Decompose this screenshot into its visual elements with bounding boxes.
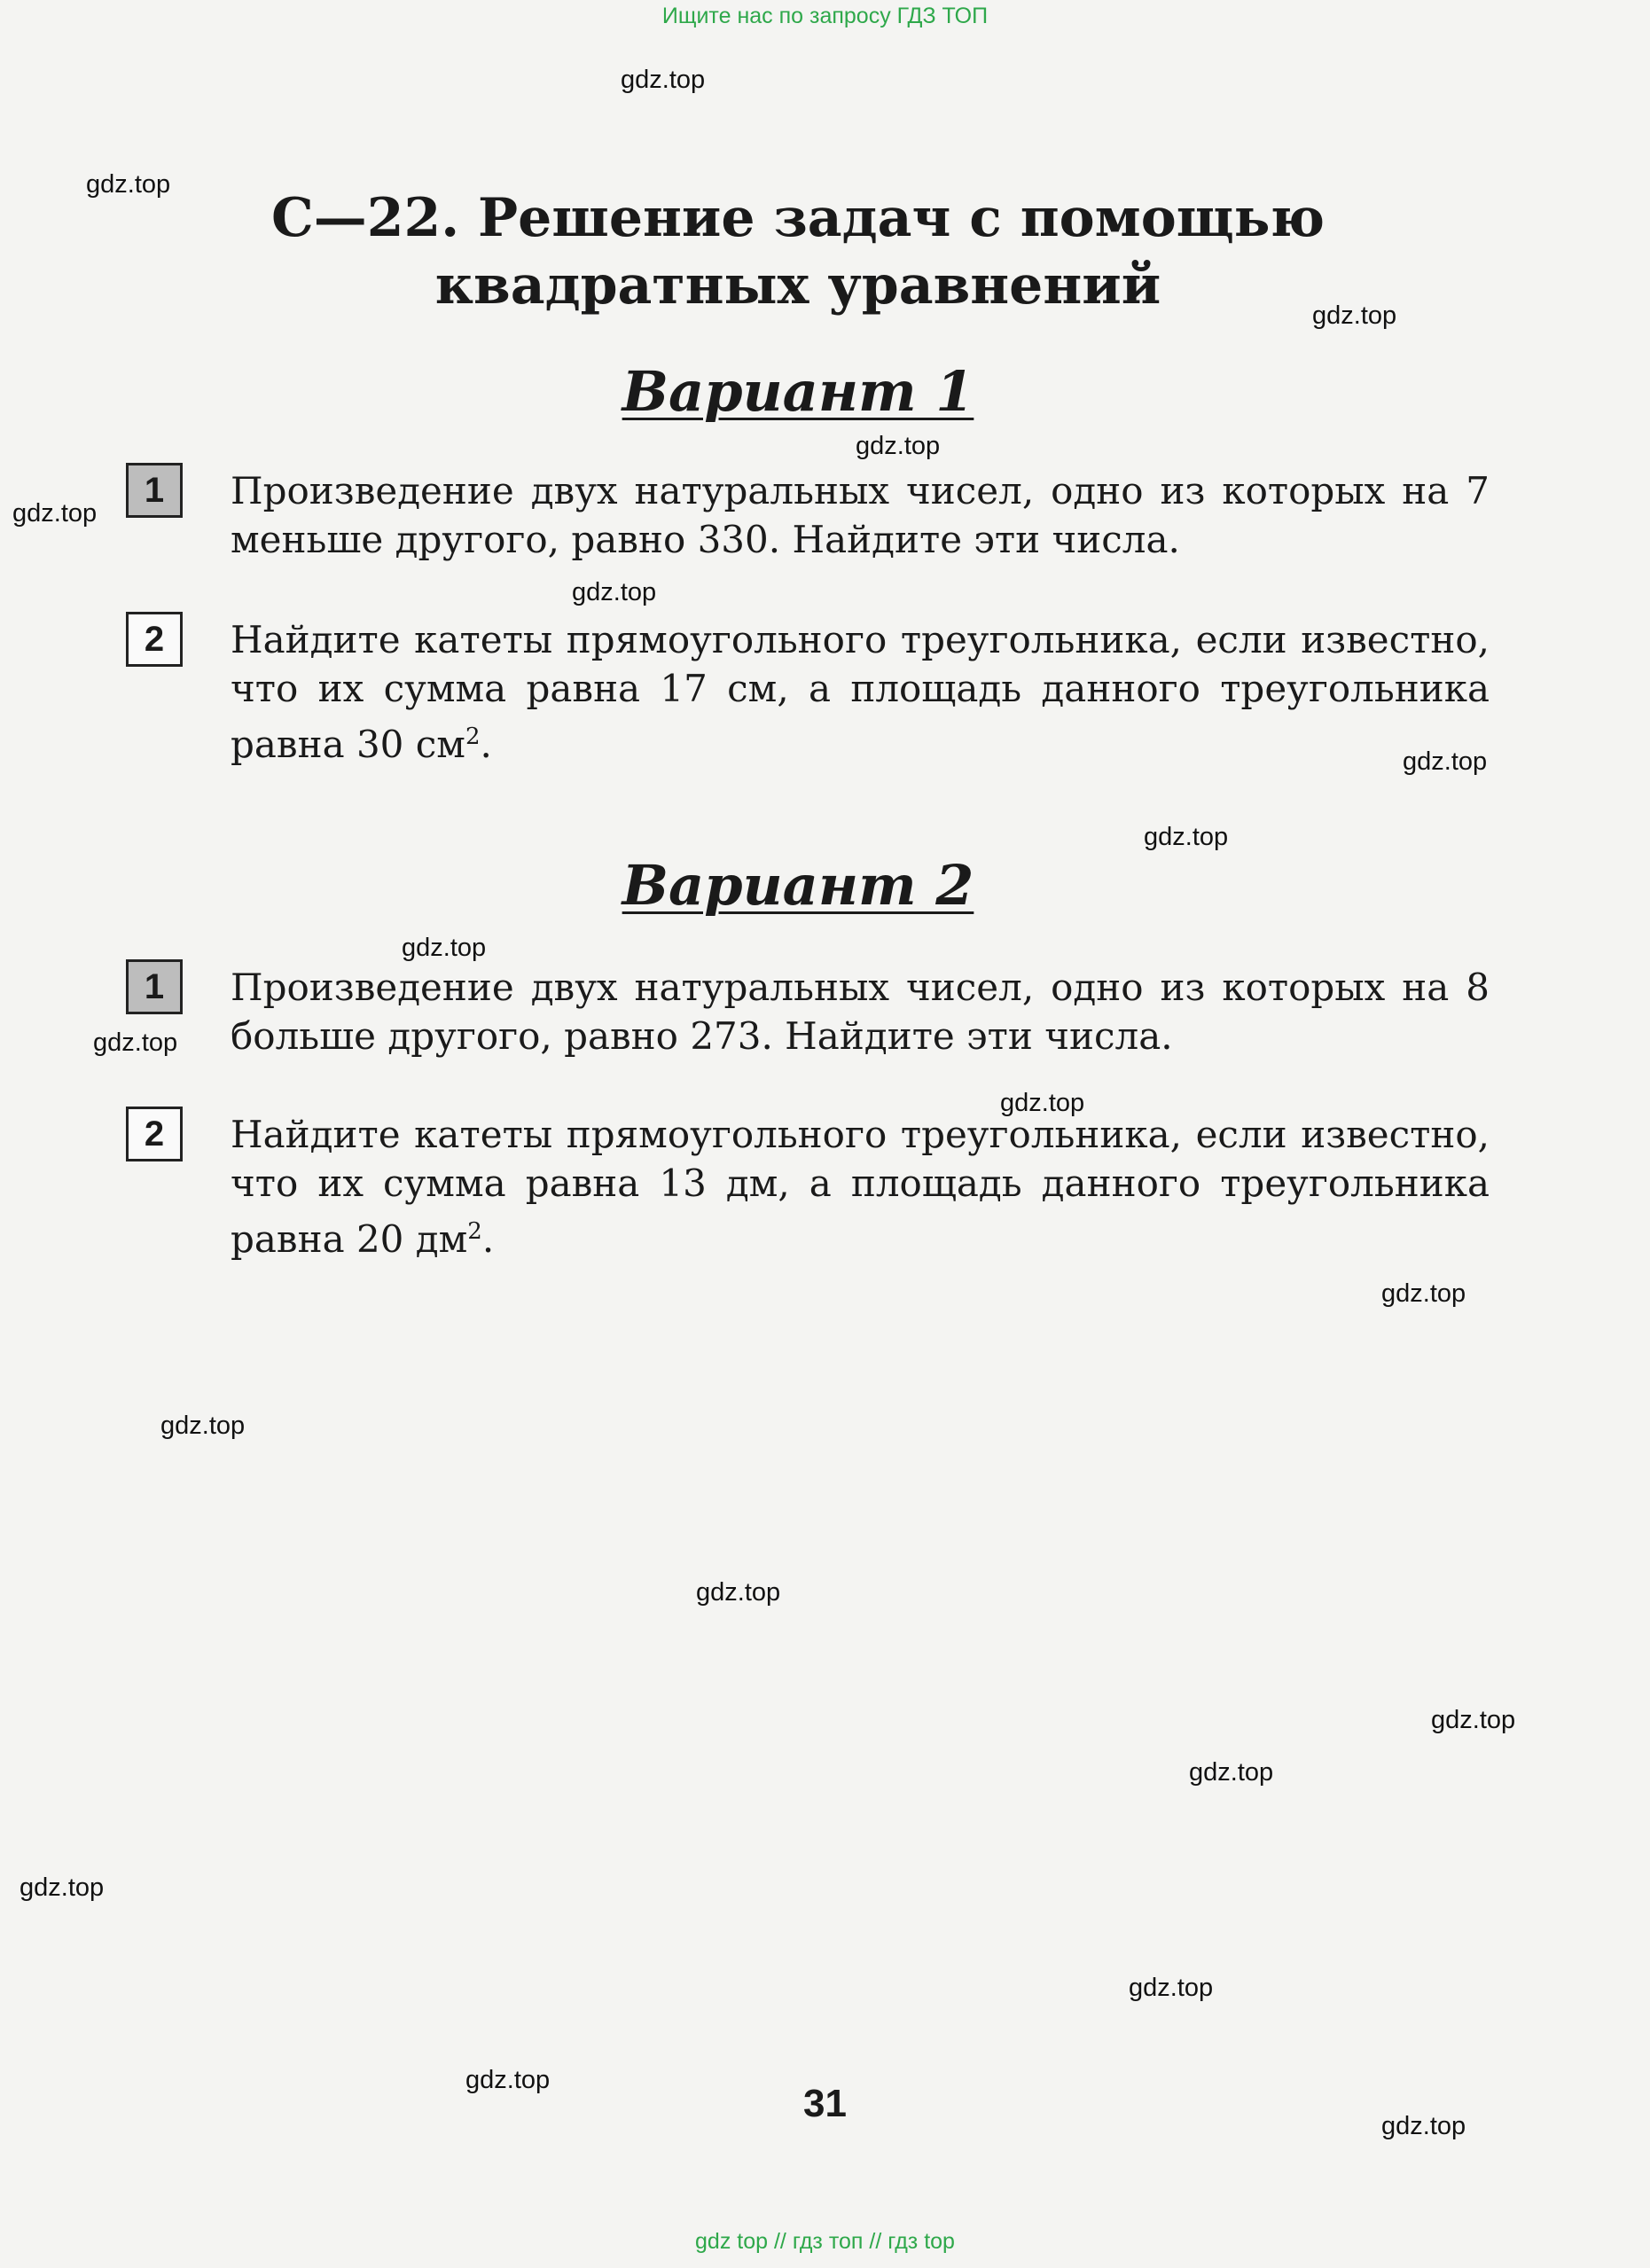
watermark: gdz.top — [856, 432, 941, 460]
task-number-badge: 2 — [126, 1107, 183, 1161]
variant-2-task-1: Произведение двух натуральных чисел, одно из которых на 8 больше другого, равно 273. Найдите эти числа. — [231, 966, 1490, 1058]
task-text: Найдите катеты прямоугольного треугольника, если известно, что их сумма равна 17 см, а площадь данного треугольника равна 30 см — [231, 618, 1490, 766]
watermark: gdz.top — [696, 1578, 781, 1607]
watermark: gdz.top — [621, 66, 706, 94]
variant-1-task-1: Произведение двух натуральных чисел, одно из которых на 7 меньше другого, равно 330. Найдите эти числа. — [231, 469, 1490, 561]
superscript: 2 — [465, 723, 481, 750]
watermark: gdz.top — [1312, 301, 1397, 330]
watermark: gdz.top — [465, 2066, 551, 2094]
watermark: gdz.top — [1000, 1089, 1085, 1117]
task-text-end: . — [480, 723, 492, 766]
watermark: gdz.top — [1403, 747, 1488, 776]
watermark: gdz.top — [1144, 823, 1229, 851]
watermark: gdz.top — [20, 1873, 105, 1902]
variant-2-heading — [177, 853, 1419, 918]
watermark: gdz.top — [160, 1412, 246, 1440]
watermark: gdz.top — [93, 1028, 178, 1057]
variant-1-task-2 — [231, 615, 1490, 769]
variant-2-task-2 — [231, 1110, 1490, 1263]
watermark: gdz.top — [1381, 1279, 1466, 1308]
task-number-badge: 1 — [126, 959, 183, 1014]
page-title — [177, 184, 1419, 319]
watermark: gdz.top — [86, 170, 171, 199]
title-line-1: С—22. Решение задач с помощью — [271, 187, 1325, 249]
superscript: 2 — [467, 1218, 482, 1245]
watermark: gdz.top — [402, 934, 487, 962]
variant-1-heading-text: Вариант 1 — [622, 359, 974, 424]
task-number-badge: 2 — [126, 612, 183, 667]
title-line-2: квадратных уравнений — [434, 254, 1161, 317]
variant-1-heading — [177, 359, 1419, 424]
task-number-badge: 1 — [126, 463, 183, 518]
task-text: Найдите катеты прямоугольного треугольника, если известно, что их сумма равна 13 дм, а площадь данного треугольника равна 20 дм — [231, 1113, 1490, 1261]
watermark: gdz.top — [1431, 1706, 1516, 1734]
watermark: gdz.top — [1129, 1974, 1214, 2002]
bottom-banner: gdz top // гдз топ // гдз top — [695, 2229, 955, 2254]
watermark: gdz.top — [572, 578, 657, 606]
watermark: gdz.top — [1189, 1758, 1274, 1787]
top-banner: Ищите нас по запросу ГДЗ ТОП — [661, 4, 989, 28]
task-text-end: . — [481, 1217, 495, 1261]
variant-2-heading-text: Вариант 2 — [622, 853, 974, 918]
watermark: gdz.top — [1381, 2112, 1466, 2140]
page-number: 31 — [803, 2082, 847, 2125]
watermark: gdz.top — [12, 499, 98, 528]
